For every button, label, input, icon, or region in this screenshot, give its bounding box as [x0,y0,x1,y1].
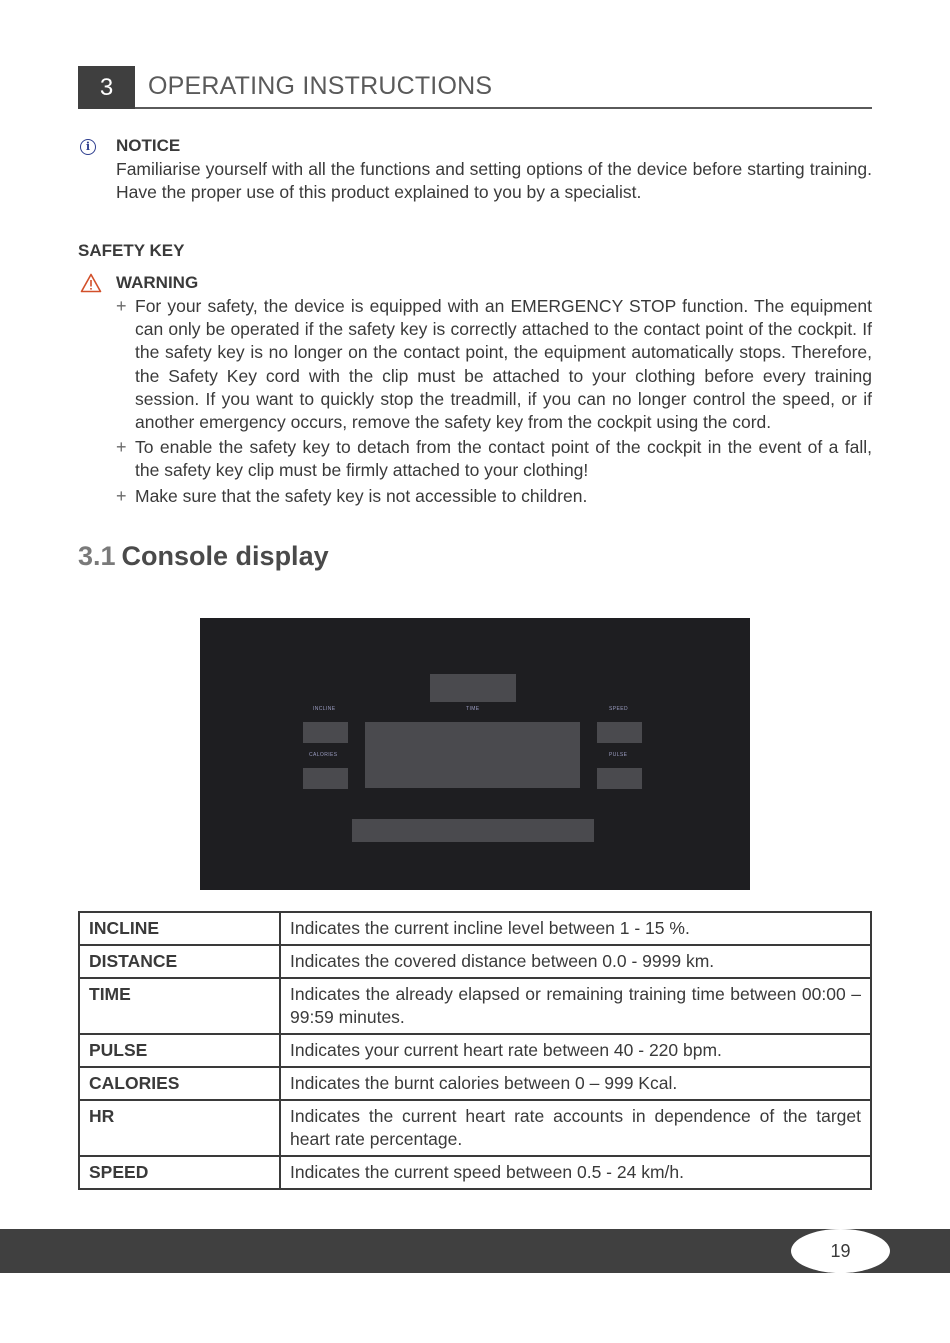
chapter-title: OPERATING INSTRUCTIONS [148,72,493,100]
pulse-display-box [597,768,642,789]
incline-display-box [303,722,348,743]
bullet-text: To enable the safety key to detach from the contact point of the cockpit in the event of a fall, the safety key clip must be firmly attached to your clothing! [135,437,872,481]
table-value: Indicates the covered distance between 0.0 - 9999 km. [280,945,871,978]
bullet-plus: + [116,486,127,506]
top-display-box [430,674,516,702]
console-functions-table [78,911,872,1190]
table-row [79,1034,871,1067]
table-row [79,1067,871,1100]
table-key: INCLINE [79,912,280,945]
calories-display-box [303,768,348,789]
table-value: Indicates the already elapsed or remaining training time between 00:00 – 99:59 minutes. [280,978,871,1034]
table-value: Indicates the burnt calories between 0 – 999 Kcal. [280,1067,871,1100]
table-row [79,945,871,978]
warning-bullet [116,485,872,508]
table-value: Indicates the current incline level between 1 - 15 %. [280,912,871,945]
safety-key-heading: SAFETY KEY [78,241,185,260]
notice-text: Familiarise yourself with all the functions and setting options of the device before starting training. Have the proper use of this product explained to you by a specialist. [116,159,872,203]
warning-icon [80,273,102,293]
warning-bullet [116,436,872,482]
notice-heading: NOTICE [116,136,181,155]
table-key: CALORIES [79,1067,280,1100]
incline-label: INCLINE [313,706,336,712]
console-display-image [200,618,750,890]
speed-label: SPEED [609,706,628,712]
table-value: Indicates the current speed between 0.5 - 24 km/h. [280,1156,871,1189]
bullet-text: For your safety, the device is equipped with an EMERGENCY STOP function. The equipment can only be operated if the safety key is correctly attached to the contact point of the cockpit. If the safety key is no longer on the contact point, the equipment automatically stops. Therefore, the Safety Key cord with the clip must be attached to your clothing before every training session. If you want to quickly stop the treadmill, if you can no longer control the speed, or if another emergency occurs, remove the safety key from the cockpit using the cord. [135,296,872,433]
page-number: 19 [791,1229,890,1273]
table-key: SPEED [79,1156,280,1189]
warning-bullet [116,295,872,434]
pulse-label: PULSE [609,752,628,758]
table-row [79,978,871,1034]
table-row [79,1100,871,1156]
bullet-plus: + [116,296,127,316]
bullet-text: Make sure that the safety key is not accessible to children. [135,486,588,506]
info-icon: i [80,139,96,155]
table-key: TIME [79,978,280,1034]
warning-heading: WARNING [116,273,199,292]
speed-display-box [597,722,642,743]
table-key: DISTANCE [79,945,280,978]
table-value: Indicates your current heart rate between 40 - 220 bpm. [280,1034,871,1067]
bullet-plus: + [116,437,127,457]
bottom-display-box [352,819,594,842]
table-key: HR [79,1100,280,1156]
table-value: Indicates the current heart rate accounts in dependence of the target heart rate percentage. [280,1100,871,1156]
section-number: 3.1 [78,541,116,571]
calories-label: CALORIES [309,752,338,758]
main-display-box [365,722,580,788]
table-row [79,912,871,945]
chapter-rule [135,107,872,109]
section-title [78,538,329,574]
section-name: Console display [121,541,329,571]
time-label: TIME [466,706,480,712]
table-row [79,1156,871,1189]
chapter-number: 3 [78,66,135,109]
table-key: PULSE [79,1034,280,1067]
